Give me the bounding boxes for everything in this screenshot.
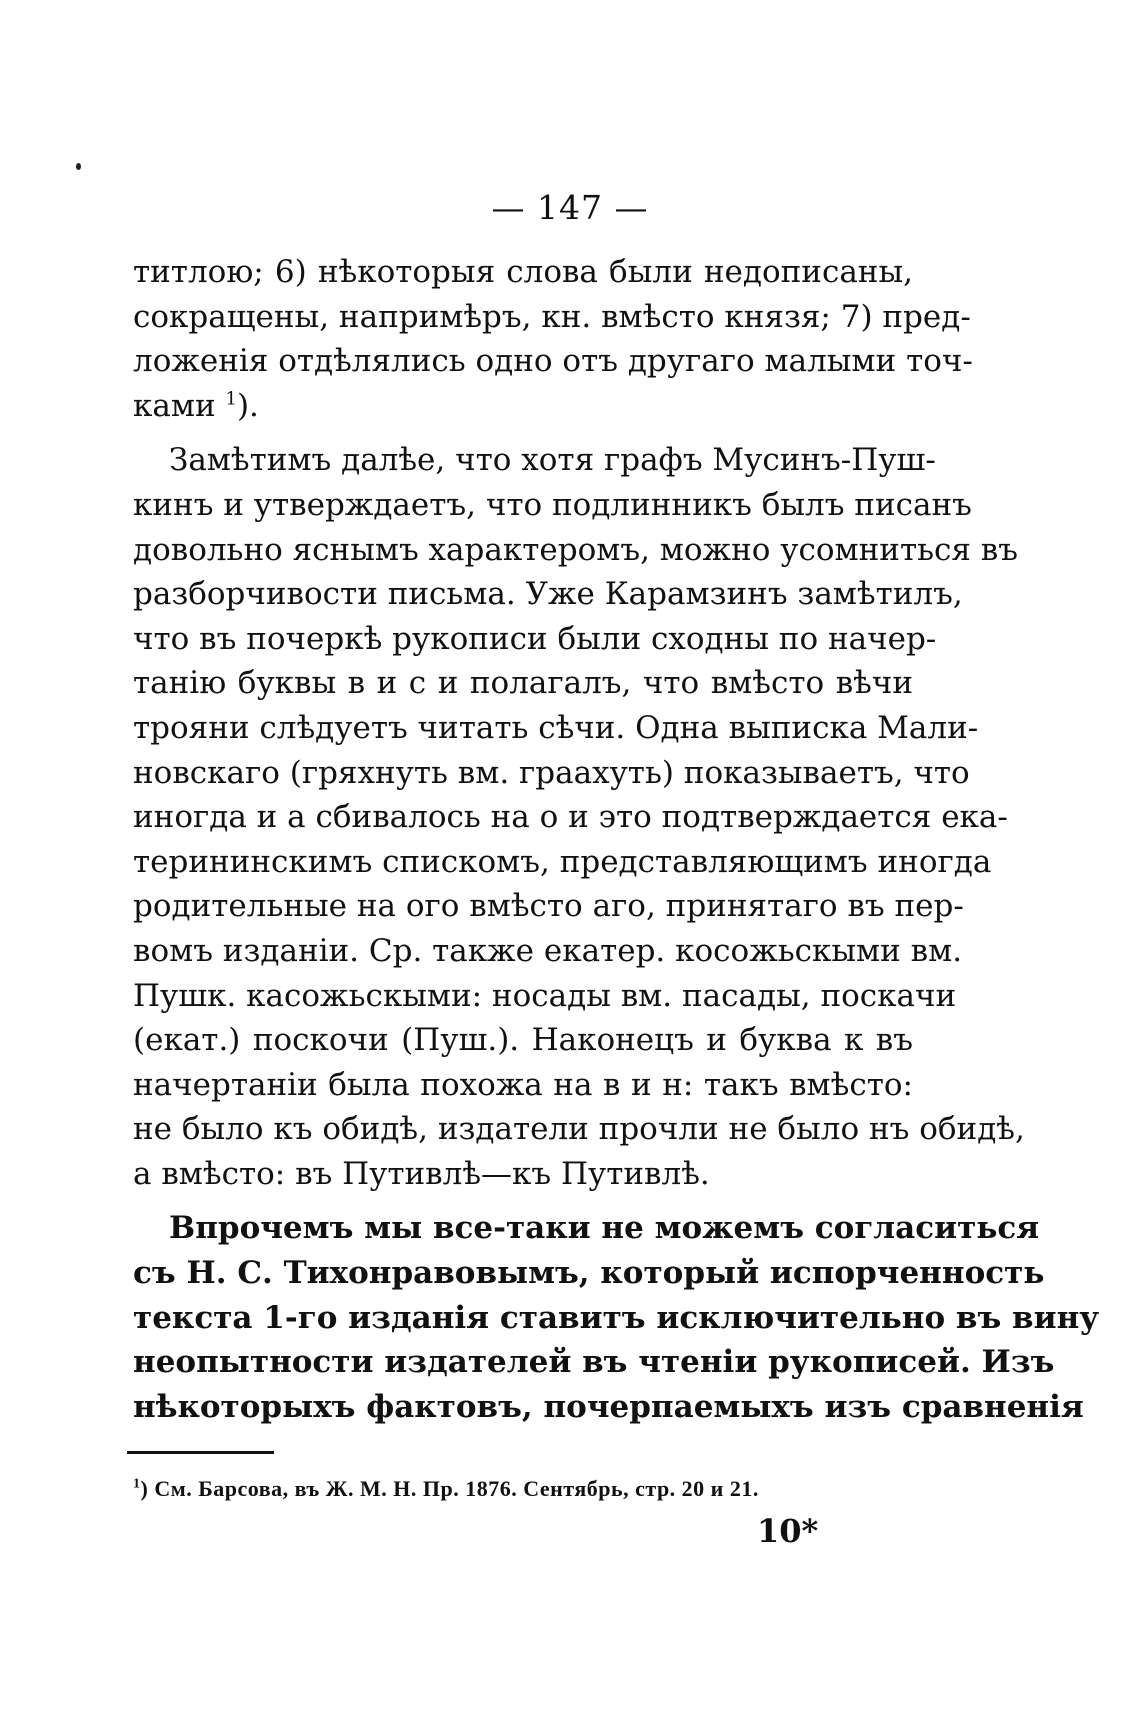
text-line: что въ почеркѣ рукописи были сходны по начер- [133, 620, 937, 657]
text-line: терининскимъ спискомъ, представляющимъ иногда [133, 843, 992, 880]
text-line: Пушк. касожьскыми: носады вм. пасады, поскачи [133, 977, 957, 1014]
text-line: не было къ обидѣ, издатели прочли не было нъ обидѣ, [133, 1111, 1025, 1148]
footnote-reference[interactable]: 1 [225, 388, 237, 410]
text-line: разборчивости письма. Уже Карамзинъ замѣтилъ, [133, 576, 963, 613]
signature-mark: 10* [757, 1512, 819, 1550]
footnote-divider [127, 1451, 274, 1454]
footnote [133, 1476, 893, 1502]
text-line: сокращены, напримѣръ, кн. вмѣсто князя; 7) пред- [133, 298, 971, 335]
text-line: иногда и а сбивалось на о и это подтверждается ека- [133, 799, 1008, 836]
text-line: текста 1-го изданія ставитъ исключительно въ вину [133, 1299, 1100, 1336]
text-line: родительные на ого вмѣсто аго, принятаго въ пер- [133, 888, 964, 925]
text-line: титлою; 6) нѣкоторыя слова были недописаны, [133, 254, 913, 290]
text-line: довольно яснымъ характеромъ, можно усомниться въ [133, 531, 1018, 568]
footnote-marker: 1 [133, 1476, 141, 1492]
text-line: Впрочемъ мы все-таки не можемъ согласиться [169, 1210, 1040, 1247]
text-line: нѣкоторыхъ фактовъ, почерпаемыхъ изъ сравненія [133, 1388, 1084, 1425]
footnote-text: ) См. Барсова, въ Ж. М. Н. Пр. 1876. Сентябрь, стр. 20 и 21. [140, 1476, 759, 1501]
main-text [133, 250, 1100, 1429]
text-line: (екат.) поскочи (Пуш.). Наконецъ и буква к въ [133, 1022, 913, 1059]
ink-speck [76, 163, 81, 170]
text-line: вомъ изданіи. Ср. также екатер. косожьскыми вм. [133, 932, 963, 969]
text-line: танію буквы в и с и полагалъ, что вмѣсто вѣчи [133, 665, 913, 702]
text-fragment: ). [236, 387, 259, 424]
text-line: трояни слѣдуетъ читать сѣчи. Одна выписка Мали- [133, 709, 979, 746]
text-line: а вмѣсто: въ Путивлѣ—къ Путивлѣ. [133, 1155, 710, 1192]
page-number: — 147 — [491, 188, 649, 227]
text-line: начертаніи была похожа на в и н: такъ вмѣсто: [133, 1066, 913, 1103]
text-line: Замѣтимъ далѣе, что хотя графъ Мусинъ-Пуш- [169, 442, 936, 479]
text-line [133, 384, 913, 429]
text-line: новскаго (гряхнуть вм. граахуть) показываетъ, что [133, 754, 970, 791]
text-line: ложенія отдѣлялись одно отъ другаго малыми точ- [133, 343, 973, 380]
text-fragment: ками [133, 387, 216, 424]
text-line: неопытности издателей въ чтеніи рукописей. Изъ [133, 1344, 1055, 1381]
text-line: кинъ и утверждаетъ, что подлинникъ былъ писанъ [133, 486, 972, 523]
text-line: съ Н. С. Тихонравовымъ, который испорченность [133, 1255, 1045, 1292]
